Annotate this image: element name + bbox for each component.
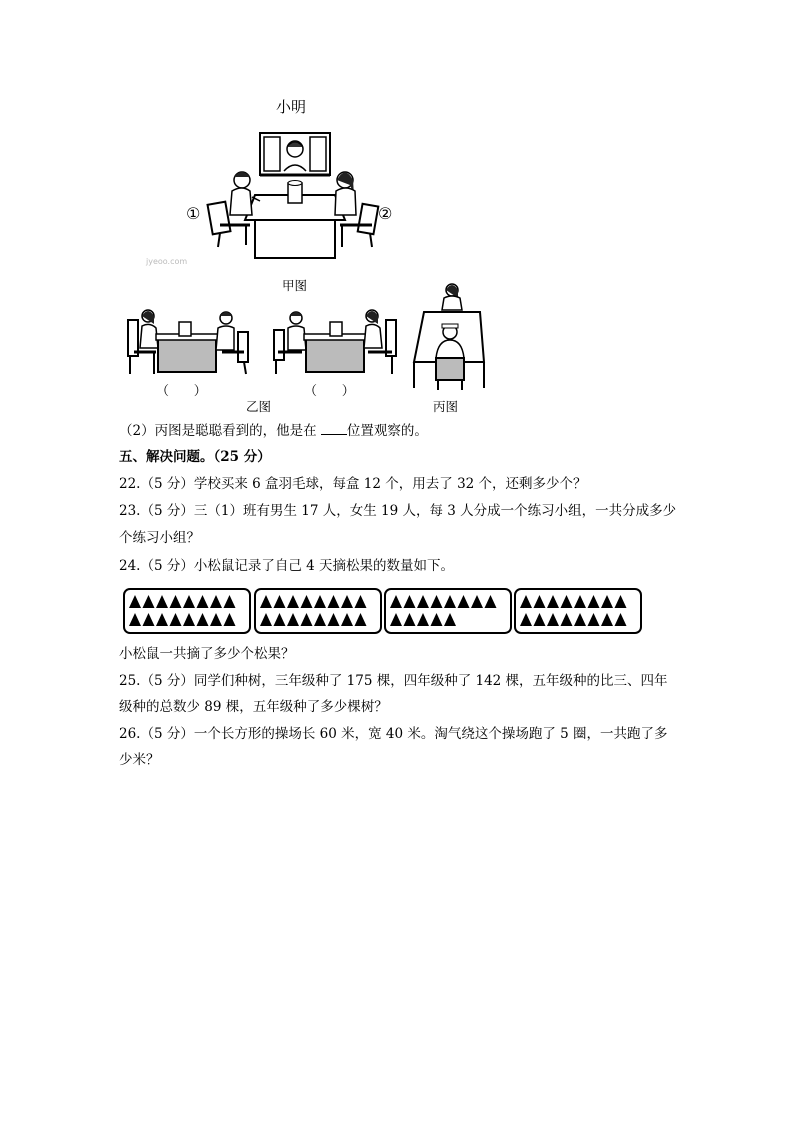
pinecone-triangle (485, 595, 497, 608)
figure-bing-illustration (410, 280, 486, 392)
pinecone-triangle (404, 595, 416, 608)
pinecone-triangle (471, 595, 483, 608)
caption-yi: 乙图 (246, 399, 272, 414)
pinecone-triangle (561, 613, 573, 626)
pinecone-triangle (601, 595, 613, 608)
pinecone-triangle (197, 613, 209, 626)
figure-yi-left-illustration (126, 306, 252, 378)
triangles-day3 (386, 590, 510, 632)
pinecone-triangle (601, 613, 613, 626)
pinecone-triangle (328, 613, 340, 626)
pinecone-triangle (274, 595, 286, 608)
pinecone-triangle (520, 613, 532, 626)
pinecone-triangle (224, 613, 236, 626)
question-24-question: 小松鼠一共摘了多少个松果？ (119, 646, 295, 662)
pinecone-triangle (534, 595, 546, 608)
answer-blank-yi-left: （ ） (156, 384, 207, 399)
pinecone-triangle (183, 595, 195, 608)
caption-jia: 甲图 (282, 278, 308, 293)
pinecone-triangle (520, 595, 532, 608)
pinecone-triangle (143, 613, 155, 626)
pinecone-triangle (390, 595, 402, 608)
pinecone-box-day1 (123, 588, 251, 634)
question-26-line1: 26.（5 分）一个长方形的操场长 60 米，宽 40 米。淘气绕这个操场跑了 5 圈，一共跑了多 (119, 726, 668, 742)
pinecone-triangle (615, 595, 627, 608)
triangles-day1 (125, 590, 249, 632)
answer-blank-yi-right: （ ） (304, 384, 355, 399)
pinecone-triangle (615, 613, 627, 626)
pinecone-triangle (301, 613, 313, 626)
question-21-2-text-after: 位置观察的。 (346, 423, 428, 439)
pinecone-triangle (129, 595, 141, 608)
pinecone-triangle (210, 613, 222, 626)
pinecone-triangle (314, 595, 326, 608)
pinecone-triangle (574, 595, 586, 608)
pinecone-triangle (260, 613, 272, 626)
pinecone-triangle (574, 613, 586, 626)
pinecone-triangle (547, 595, 559, 608)
question-21-2 (119, 421, 428, 441)
xiaoming-label: 小明 (276, 98, 307, 116)
pinecone-triangle (561, 595, 573, 608)
pinecone-triangle (210, 595, 222, 608)
pinecone-triangle (444, 595, 456, 608)
pinecone-triangle (287, 595, 299, 608)
answer-blank-21-2[interactable] (321, 421, 347, 435)
pinecone-triangle (588, 613, 600, 626)
pinecone-triangle (197, 595, 209, 608)
pinecone-triangle (260, 595, 272, 608)
pinecone-triangle (183, 613, 195, 626)
pinecone-triangle (341, 613, 353, 626)
pinecone-triangle (431, 613, 443, 626)
figure-jia-illustration (180, 125, 410, 265)
figure-yi-right-illustration (272, 306, 398, 378)
marker-2: ② (378, 204, 393, 223)
pinecone-triangle (458, 595, 470, 608)
watermark: jyeoo.com (146, 257, 188, 266)
pinecone-triangle (404, 613, 416, 626)
section-title-5: 五、解决问题。（25 分） (119, 449, 271, 465)
pinecone-triangle (417, 613, 429, 626)
pinecone-triangle (301, 595, 313, 608)
pinecone-triangle (328, 595, 340, 608)
marker-1: ① (186, 204, 201, 223)
pinecone-triangle (156, 595, 168, 608)
pinecone-triangle (547, 613, 559, 626)
pinecone-triangle (588, 595, 600, 608)
question-25-line1: 25.（5 分）同学们种树，三年级种了 175 棵，四年级种了 142 棵，五年级种的比三、四年 (119, 673, 668, 689)
pinecone-triangle (417, 595, 429, 608)
question-21-2-text-before: （2）丙图是聪聪看到的，他是在 (119, 423, 321, 439)
pinecone-triangle (287, 613, 299, 626)
pinecone-triangle (390, 613, 402, 626)
pinecone-box-day3 (384, 588, 512, 634)
pinecone-triangle (341, 595, 353, 608)
pinecone-triangle (129, 613, 141, 626)
caption-bing: 丙图 (433, 399, 459, 414)
question-22: 22.（5 分）学校买来 6 盒羽毛球，每盒 12 个，用去了 32 个，还剩多少个？ (119, 476, 587, 492)
question-25-line2: 级种的总数少 89 棵，五年级种了多少棵树？ (119, 699, 388, 715)
pinecone-box-day2 (254, 588, 382, 634)
pinecone-box-day4 (514, 588, 642, 634)
triangles-day2 (256, 590, 380, 632)
pinecone-triangle (444, 613, 456, 626)
triangles-day4 (516, 590, 640, 632)
pinecone-triangle (170, 595, 182, 608)
question-24: 24.（5 分）小松鼠记录了自己 4 天摘松果的数量如下。 (119, 558, 455, 574)
pinecone-triangle (274, 613, 286, 626)
pinecone-triangle (534, 613, 546, 626)
pinecone-triangle (156, 613, 168, 626)
pinecone-triangle (355, 595, 367, 608)
question-23-line2: 个练习小组？ (119, 530, 200, 546)
question-23-line1: 23.（5 分）三（1）班有男生 17 人，女生 19 人，每 3 人分成一个练习小组，一共分成多少 (119, 503, 677, 519)
pinecone-triangle (355, 613, 367, 626)
pinecone-triangle (170, 613, 182, 626)
pinecone-triangle (224, 595, 236, 608)
pinecone-triangle (314, 613, 326, 626)
pinecone-triangle (143, 595, 155, 608)
pinecone-triangle (431, 595, 443, 608)
question-26-line2: 少米？ (119, 752, 160, 768)
